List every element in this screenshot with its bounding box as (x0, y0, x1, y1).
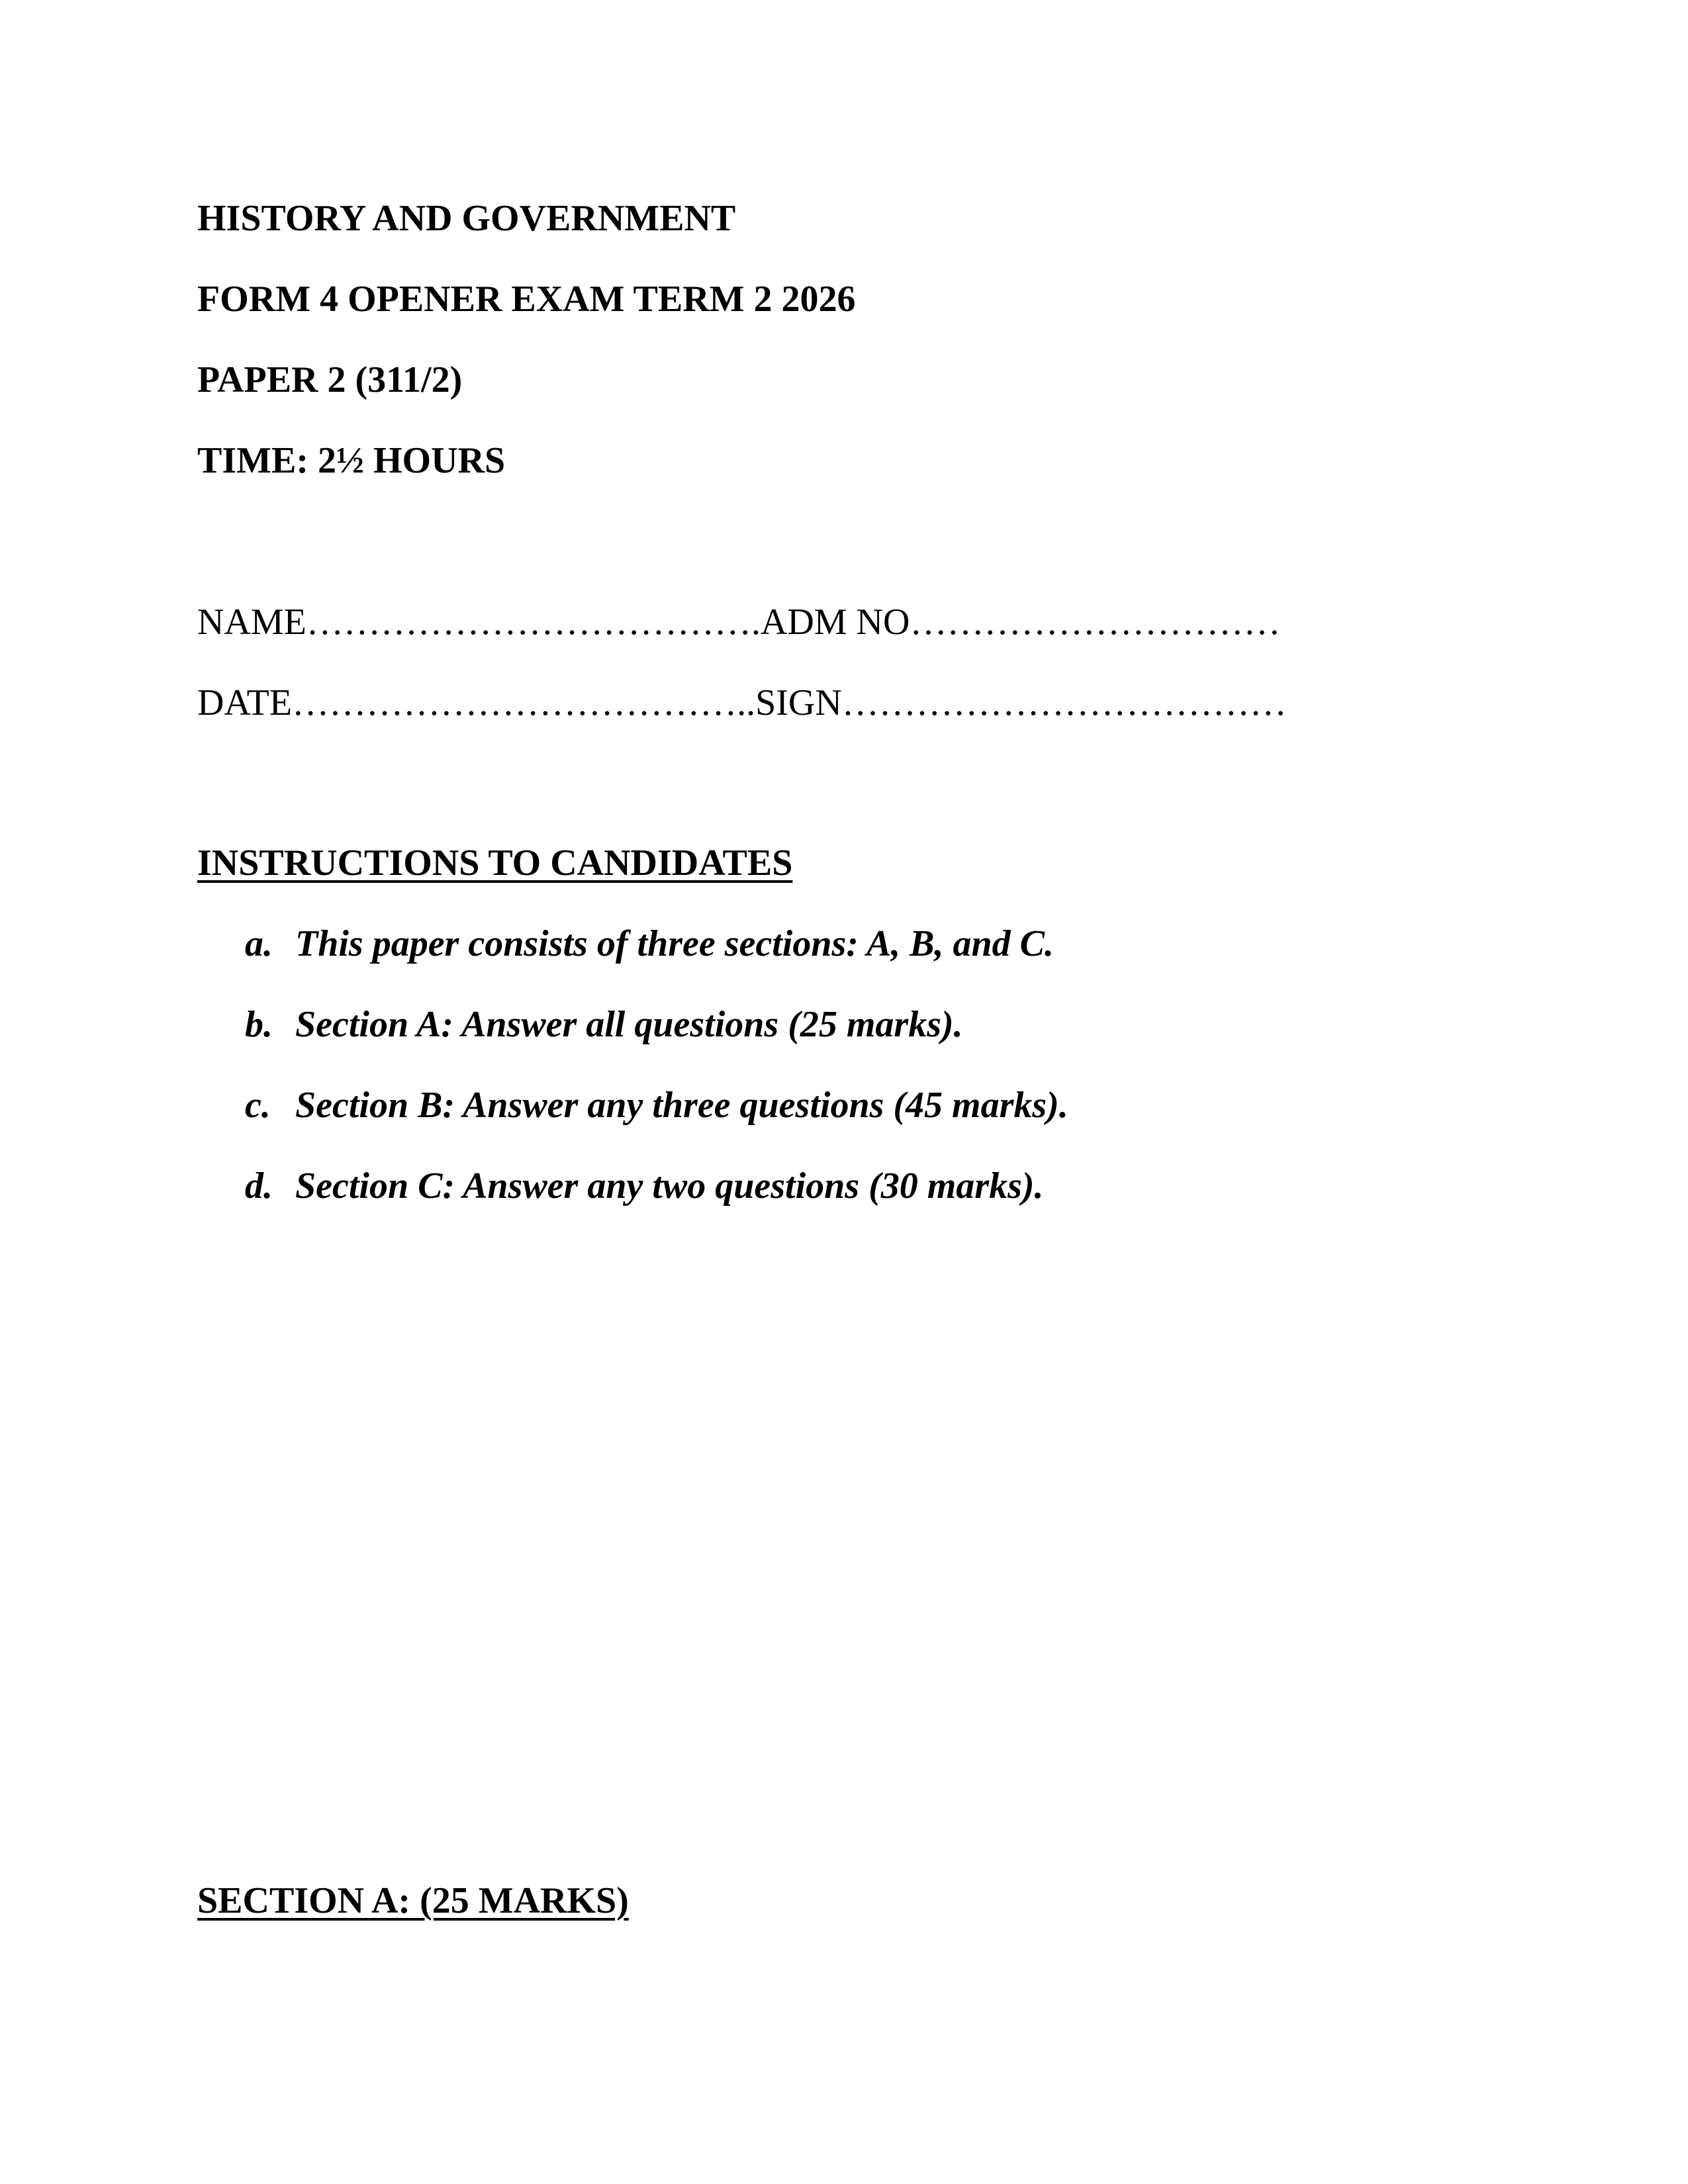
paper-code: PAPER 2 (311/2) (197, 359, 463, 400)
instruction-marker: a. (245, 923, 273, 964)
section-a-heading: SECTION A: (25 MARKS) (197, 1880, 629, 1921)
instruction-item (245, 1087, 1068, 1124)
instruction-text: Section B: Answer any three questions (45 marks). (295, 1085, 1068, 1126)
instruction-text: This paper consists of three sections: A, B, and C. (295, 923, 1055, 964)
subject-title: HISTORY AND GOVERNMENT (197, 198, 736, 239)
exam-duration: TIME: 2½ HOURS (197, 440, 506, 481)
instruction-text: Section C: Answer any two questions (30 marks). (295, 1165, 1044, 1206)
instruction-marker: b. (245, 1004, 273, 1045)
date-sign-field[interactable]: DATE………………………………..SIGN……………………………… (197, 682, 1287, 723)
instruction-marker: d. (245, 1165, 273, 1206)
exam-title: FORM 4 OPENER EXAM TERM 2 2026 (197, 279, 856, 320)
instruction-marker: c. (245, 1085, 271, 1126)
name-admno-field[interactable]: NAME……………………………….ADM NO………………………… (197, 602, 1281, 643)
instruction-item (245, 1167, 1044, 1205)
instruction-text: Section A: Answer all questions (25 marks). (295, 1004, 963, 1045)
instruction-item (245, 1006, 963, 1043)
instruction-item (245, 925, 1054, 962)
instructions-heading: INSTRUCTIONS TO CANDIDATES (197, 842, 793, 884)
